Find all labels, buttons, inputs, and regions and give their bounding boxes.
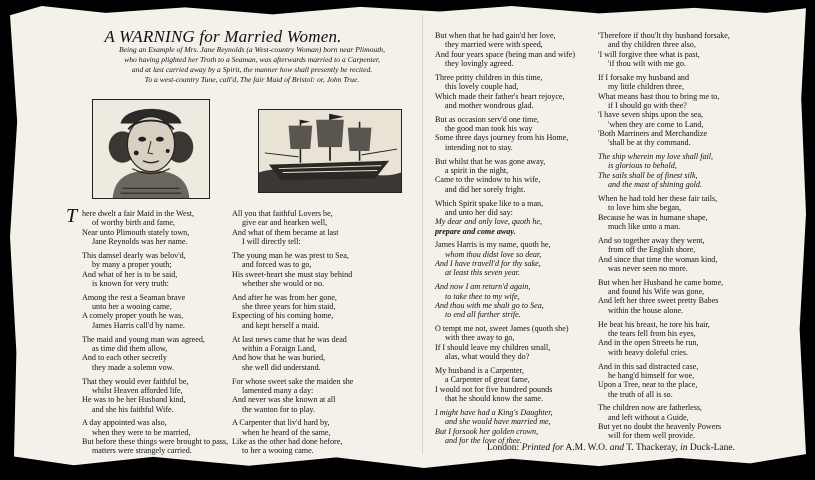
- verse-line: to her a wooing came.: [242, 446, 314, 456]
- verse-line: prepare and come away.: [435, 226, 516, 236]
- verse-line: she well did understand.: [242, 362, 321, 372]
- verse-line: And so together away they went,: [598, 235, 705, 245]
- verse-line: And since that time the woman kind,: [598, 254, 718, 264]
- verse-line: a Carpenter of great fame,: [445, 375, 530, 385]
- verse-line: with thee away to go,: [445, 333, 515, 343]
- verse-line: lamented many a day:: [242, 385, 314, 395]
- verse-line: And four years space (being man and wife): [435, 49, 576, 59]
- verse-line: The young man he was prest to Sea,: [232, 250, 349, 260]
- verse-line: Some three days journey from his Home,: [435, 133, 569, 143]
- verse-line: The sails shall be of finest silk,: [598, 170, 698, 180]
- verse-line: 'Both Marriners and Merchandize: [598, 128, 708, 138]
- verse-line: and left without a Guide,: [608, 412, 689, 422]
- ballad-title: A WARNING for Married Women.: [104, 27, 342, 46]
- verse-line: And to each other secretly: [82, 353, 167, 363]
- verse-line: But when her Husband he came home,: [598, 277, 724, 287]
- verse-line: Expecting of his coming home,: [232, 311, 334, 321]
- verse-line: But yet no doubt the heavenly Powers: [598, 422, 722, 432]
- verse-line: My dear and only love, quoth he,: [435, 217, 542, 227]
- verse-line: as time did them allow,: [92, 343, 168, 353]
- verse-line: intending not to stay.: [445, 142, 513, 152]
- verse-line: And thou with me shalt go to Sea,: [435, 300, 544, 310]
- verse-line: And left her three sweet pretty Babes: [598, 296, 719, 306]
- verse-line: He beat his breast, he tore his hair,: [598, 319, 710, 329]
- verse-line: they married were with speed,: [445, 40, 543, 50]
- verse-line: But whilst that he was gone away,: [435, 156, 546, 166]
- verse-line: He was to be her Husband kind,: [82, 395, 186, 405]
- verse-line: matters were strangely carried.: [92, 446, 192, 456]
- verse-line: But when that he had gain'd her love,: [435, 31, 556, 40]
- verse-line: If I forsake my husband and: [598, 72, 690, 82]
- verse-line: whom thou didst love so dear,: [445, 249, 542, 259]
- verse-line: is known for very truth:: [92, 278, 169, 288]
- drop-cap: T: [66, 205, 78, 227]
- verse-line: and she would have married me,: [445, 417, 551, 427]
- verse-line: and the mast of shining gold.: [608, 180, 702, 190]
- verse-line: and thy children three also,: [608, 40, 696, 50]
- verse-line: And what of her is to be said,: [82, 269, 178, 279]
- verse-line: If I should leave my children small,: [435, 342, 551, 352]
- verse-line: she three years for him staid,: [242, 302, 336, 312]
- verse-line: and forced was to go,: [242, 260, 312, 270]
- verse-line: was never seen no more.: [608, 263, 688, 273]
- verse-line: The children now are fatherless,: [598, 403, 703, 413]
- verse-line: a spirit in the night,: [445, 165, 509, 175]
- verse-line: and did her sorely fright.: [445, 184, 526, 194]
- verse-line: And now I am return'd again,: [435, 282, 531, 292]
- verse-line: For whose sweet sake the maiden she: [232, 376, 354, 386]
- verse-line: And never was she known at all: [232, 395, 336, 405]
- verse-line: The maid and young man was agreed,: [82, 334, 205, 344]
- verse-line: I would not for five hundred pounds: [435, 384, 553, 394]
- subtitle-line-3: and at last carried away by a Spirit, the manner how shall presently be recited.: [131, 65, 373, 74]
- verse-line: whilst Heaven afforded life,: [92, 385, 183, 395]
- verse-line: is glorious to behold,: [608, 161, 677, 171]
- verse-line: And I have travell'd for thy sake,: [435, 259, 541, 269]
- verse-line: 'I have seven ships upon the sea,: [598, 110, 704, 120]
- subtitle-line-1: Being an Example of Mrs. Jane Reynolds (a West-country Woman) born near Plimouth,: [118, 45, 386, 54]
- verse-line: My husband is a Carpenter,: [435, 366, 524, 375]
- verse-line: my little children three,: [608, 82, 684, 92]
- verse-line: the wanton for to play.: [242, 404, 315, 414]
- verse-line: when they were to be married,: [92, 427, 191, 437]
- verse-line: from off the English shore,: [608, 245, 696, 255]
- verse-line: to take thee to my wife,: [445, 291, 520, 301]
- verse-line: And in this sad distracted case,: [598, 361, 699, 371]
- verse-line: That they would ever faithful be,: [82, 376, 189, 386]
- verse-column-4: [598, 31, 730, 441]
- verse-line: 'shall be at thy command.: [608, 138, 691, 148]
- subtitle-line-2: who having plighted her Troth to a Seaman, was afterwards married to a Carpenter,: [124, 55, 380, 64]
- verse-line: and kept herself a maid.: [242, 320, 320, 330]
- verse-line: unto her a wooing came,: [92, 302, 172, 312]
- verse-line: When he had told her these fair tails,: [598, 194, 718, 203]
- verse-line: whether she would or no.: [242, 278, 325, 288]
- verse-line: at least this seven year.: [445, 268, 520, 278]
- subtitle-line-4: To a west-country Tune, call'd, The fair Maid of Bristol: or, John True.: [144, 75, 360, 84]
- verse-line: But before these things were brought to pass,: [82, 437, 229, 447]
- verse-line: A Carpenter that liv'd hard by,: [232, 418, 330, 428]
- verse-line: 'if thou wilt with me go.: [608, 59, 686, 69]
- verse-line: by many a proper youth;: [92, 260, 172, 270]
- verse-line: here dwelt a fair Maid in the West,: [82, 209, 195, 218]
- verse-line: within a Foraign Land,: [242, 343, 317, 353]
- verse-line: and unto her did say:: [445, 207, 513, 217]
- verse-line: 'I will forgive thee what is past,: [598, 49, 700, 59]
- verse-line: the truth of all is so.: [608, 389, 673, 399]
- verse-line: This damsel dearly was belov'd,: [82, 250, 186, 260]
- verse-line: I might have had a King's Daughter,: [435, 407, 553, 417]
- verse-line: Because he was in humane shape,: [598, 212, 708, 222]
- verse-column-1: [82, 209, 228, 456]
- verse-line: What means hast thou to bring me to,: [598, 91, 720, 101]
- verse-line: 'when they are come to Land,: [608, 119, 704, 129]
- verse-line: give ear and hearken well,: [242, 218, 328, 228]
- verse-line: they made a solemn vow.: [92, 362, 174, 372]
- verse-line: James Harris is my name, quoth he,: [435, 240, 551, 250]
- verse-line: that he should know the same.: [445, 394, 544, 404]
- ship-woodcut-icon: [258, 109, 402, 193]
- verse-line: to end all further strife.: [445, 310, 521, 320]
- verse-line: A day appointed was also,: [82, 418, 167, 428]
- verse-line: Which made their father's heart rejoyce,: [435, 91, 565, 101]
- verse-line: I will directly tell:: [242, 237, 301, 247]
- verse-line: and she his faithful Wife.: [92, 404, 174, 414]
- verse-line: with heavy doleful cries.: [608, 347, 689, 357]
- verse-line: if I should go with thee?: [608, 100, 687, 110]
- verse-line: The ship wherein my love shall fail,: [598, 152, 714, 162]
- verse-line: of worthy birth and fame,: [92, 218, 175, 228]
- verse-line: the good man took his way: [445, 124, 533, 134]
- verse-column-2: [232, 209, 353, 456]
- verse-line: Upon a Tree, near to the place,: [598, 380, 698, 390]
- verse-line: Which Spirit spake like to a man,: [435, 198, 544, 208]
- verse-line: At last news came that he was dead: [232, 334, 347, 344]
- verse-line: to love him she began,: [608, 203, 682, 213]
- verse-line: and found his Wife was gone,: [608, 287, 705, 297]
- verse-line: Among the rest a Seaman brave: [82, 292, 186, 302]
- verse-line: and for the love of thee.: [445, 435, 522, 445]
- verse-line: Three pritty children in this time,: [435, 72, 543, 82]
- verse-line: Like as the other had done before,: [232, 437, 343, 447]
- verse-column-3: [435, 31, 575, 445]
- verse-line: he hang'd himself for woe,: [608, 370, 695, 380]
- verse-line: But as occasion serv'd one time,: [435, 114, 539, 124]
- verse-line: Jane Reynolds was her name.: [92, 237, 188, 247]
- printer-imprint: London: Printed for A.M. W.O. and T. Thackeray, in Duck-Lane.: [487, 443, 735, 453]
- verse-line: James Harris call'd by name.: [92, 320, 185, 330]
- verse-line: And what of them became at last: [232, 227, 339, 237]
- verse-line: And in the open Streets he run,: [598, 338, 699, 348]
- verse-line: Came to the window to his wife,: [435, 175, 541, 185]
- verse-line: His sweet-heart she must stay behind: [232, 269, 353, 279]
- verse-line: All you that faithful Lovers be,: [232, 209, 333, 218]
- verse-line: And how that he was buried,: [232, 353, 326, 363]
- verse-line: alas, what would they do?: [445, 352, 530, 362]
- verse-line: when he heard of the same,: [242, 427, 331, 437]
- verse-line: they lovingly agreed.: [445, 59, 514, 69]
- verse-line: But I forsook her golden crown,: [435, 426, 539, 436]
- verse-line: within the house alone.: [608, 305, 684, 315]
- portrait-woodcut-icon: [92, 99, 210, 199]
- verse-line: O tempt me not, sweet James (quoth she): [435, 324, 569, 334]
- verse-line: Near unto Plimouth stately town,: [82, 227, 190, 237]
- verse-line: this lovely couple had,: [445, 82, 519, 92]
- verse-line: 'Therefore if thou'lt thy husband forsake,: [598, 31, 730, 40]
- verse-line: much like unto a man.: [608, 222, 681, 232]
- verse-line: the tears fell from his eyes,: [608, 328, 696, 338]
- verse-line: will for them well provide.: [608, 431, 695, 441]
- verse-line: and mother wondrous glad.: [445, 100, 534, 110]
- verse-line: And after he was from her gone,: [232, 292, 337, 302]
- verse-line: A comely proper youth he was,: [82, 311, 184, 321]
